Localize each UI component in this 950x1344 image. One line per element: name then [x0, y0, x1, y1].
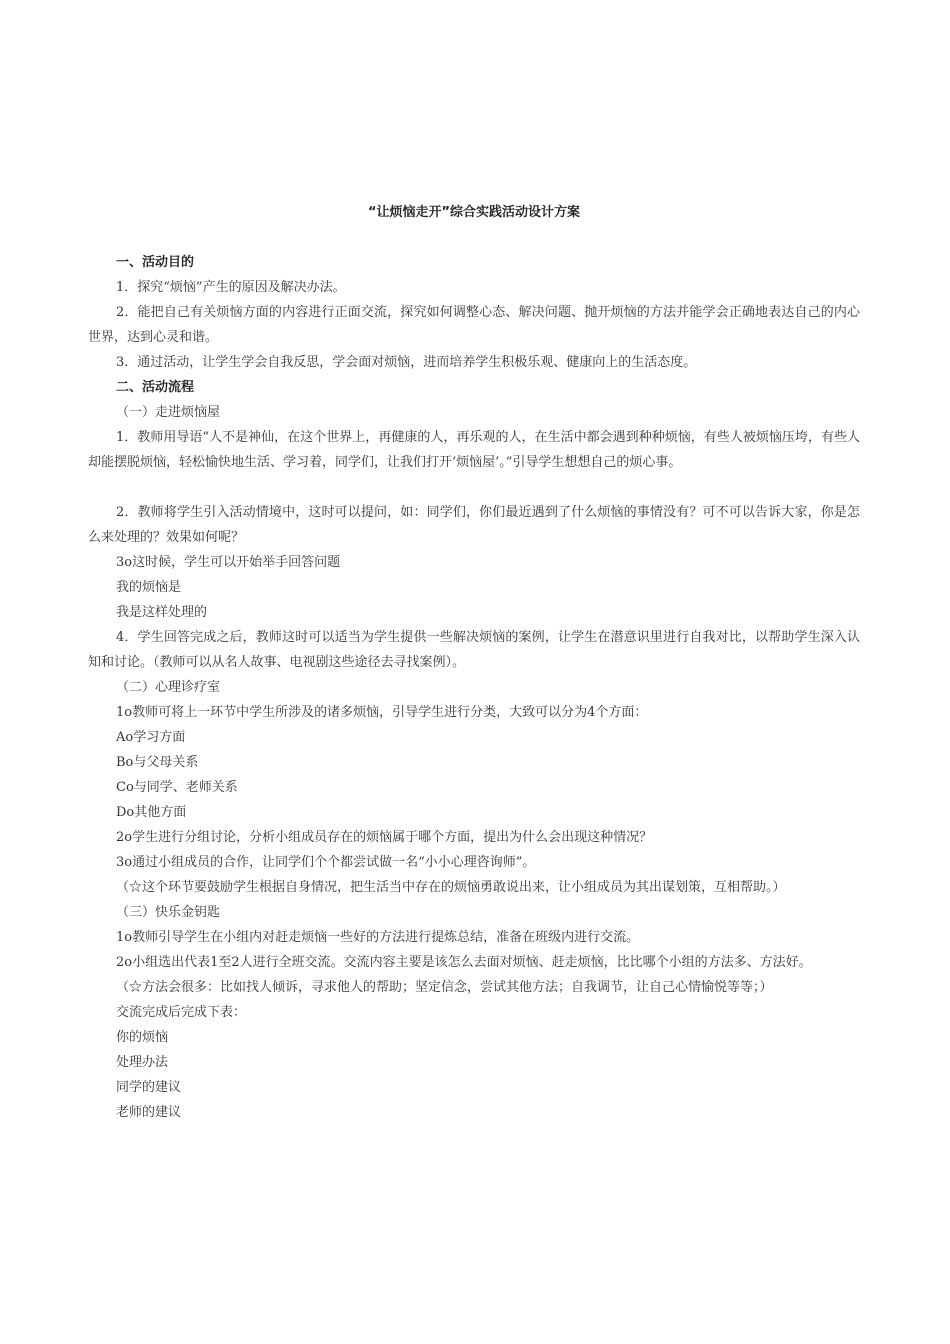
clinic-category-b: Bo与父母关系 — [116, 755, 199, 770]
purpose-item-3: 3．通过活动，让学生学会自我反思，学会面对烦恼，进而培养学生积极乐观、健康向上的生活态度。 — [116, 355, 697, 370]
clinic-item-2: 2o学生进行分组讨论，分析小组成员存在的烦恼属于哪个方面，提出为什么会出现这种情况？ — [116, 830, 653, 845]
worry-house-item-1: 1．教师用导语“人不是神仙，在这个世界上，再健康的人，再乐观的人，在生活中都会遇到种种烦恼，有些人被烦恼压垮，有些人却能摆脱烦恼，轻松愉快地生活、学习着，同学们，让我们打开‘烦恼屋’。”引导学生想想自己的烦心事。 — [88, 430, 860, 470]
purpose-item-1: 1．探究“烦恼”产生的原因及解决办法。 — [116, 280, 346, 295]
worry-house-item-4: 4．学生回答完成之后，教师这时可以适当为学生提供一些解决烦恼的案例，让学生在潜意识里进行自我对比，以帮助学生深入认知和讨论。（教师可以从名人故事、电视剧这些途径去寻找案例）。 — [88, 630, 860, 670]
clinic-category-d: Do其他方面 — [116, 805, 187, 820]
subsection-heading-worry-house: （一）走进烦恼屋 — [116, 405, 221, 420]
subsection-heading-clinic: （二）心理诊疗室 — [116, 680, 221, 695]
clinic-category-c: Co与同学、老师关系 — [116, 780, 238, 795]
golden-key-item-2: 2o小组选出代表1至2人进行全班交流。交流内容主要是该怎么去面对烦恼、赶走烦恼，比比哪个小组的方法多、方法好。 — [116, 955, 812, 970]
table-field-method: 处理办法 — [116, 1055, 169, 1070]
section-heading-process: 二、活动流程 — [116, 380, 195, 395]
worry-house-item-3: 3o这时候，学生可以开始举手回答问题 — [116, 555, 341, 570]
golden-key-note: （☆方法会很多：比如找人倾诉，寻求他人的帮助；坚定信念，尝试其他方法；自我调节，让自己心情愉悦等等；） — [116, 980, 773, 995]
document-page — [88, 200, 860, 1125]
section-heading-purpose: 一、活动目的 — [116, 255, 195, 270]
golden-key-table-intro: 交流完成后完成下表： — [116, 1005, 247, 1020]
worry-house-prompt-worry: 我的烦恼是 — [116, 580, 182, 595]
paragraph-gap — [88, 475, 860, 500]
subsection-heading-golden-key: （三）快乐金钥匙 — [116, 905, 221, 920]
golden-key-item-1: 1o教师引导学生在小组内对赶走烦恼一些好的方法进行提炼总结，准备在班级内进行交流。 — [116, 930, 640, 945]
clinic-category-a: Ao学习方面 — [116, 730, 186, 745]
clinic-item-1: 1o教师可将上一环节中学生所涉及的诸多烦恼，引导学生进行分类，大致可以分为4个方面： — [116, 705, 648, 720]
worry-house-prompt-handling: 我是这样处理的 — [116, 605, 208, 620]
table-field-teacher-advice: 老师的建议 — [116, 1105, 182, 1120]
table-field-classmate-advice: 同学的建议 — [116, 1080, 182, 1095]
clinic-item-3: 3o通过小组成员的合作，让同学们个个都尝试做一名“小小心理咨询师”。 — [116, 855, 536, 870]
document-title: “让烦恼走开”综合实践活动设计方案 — [367, 205, 581, 220]
worry-house-item-2: 2．教师将学生引入活动情境中，这时可以提问，如：同学们，你们最近遇到了什么烦恼的事情没有？可不可以告诉大家，你是怎么来处理的？效果如何呢？ — [88, 505, 860, 545]
purpose-item-2: 2．能把自己有关烦恼方面的内容进行正面交流，探究如何调整心态、解决问题、抛开烦恼的方法并能学会正确地表达自己的内心世界，达到心灵和谐。 — [88, 305, 860, 345]
clinic-note: （☆这个环节要鼓励学生根据自身情况，把生活当中存在的烦恼勇敢说出来，让小组成员为其出谋划策，互相帮助。） — [116, 880, 786, 895]
table-field-your-worry: 你的烦恼 — [116, 1030, 169, 1045]
